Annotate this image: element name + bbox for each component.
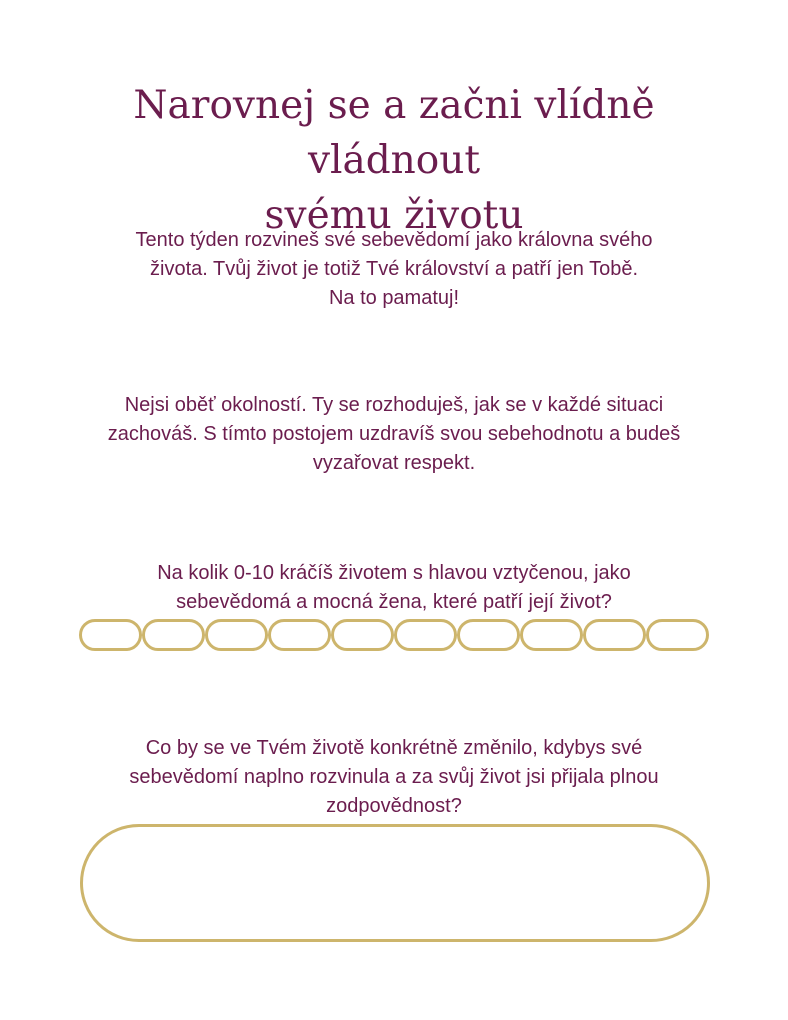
- rating-option[interactable]: [268, 619, 331, 651]
- rating-question-line-1: Na kolik 0-10 kráčíš životem s hlavou vztyčenou, jako: [157, 562, 631, 584]
- title-line-1: Narovnej se a začni vlídně vládnout: [133, 83, 655, 183]
- intro-line-1: Tento týden rozvineš své sebevědomí jako královna svého: [135, 229, 653, 251]
- rating-option[interactable]: [583, 619, 646, 651]
- rating-option[interactable]: [394, 619, 457, 651]
- rating-option[interactable]: [520, 619, 583, 651]
- rating-option[interactable]: [79, 619, 142, 651]
- reflection-question: [70, 734, 718, 821]
- intro-line-3: Na to pamatuj!: [328, 287, 460, 309]
- statement-line-1: Nejsi oběť okolností. Ty se rozhoduješ, jak se v každé situaci: [124, 394, 664, 416]
- page-title: [60, 78, 728, 243]
- rating-option[interactable]: [646, 619, 709, 651]
- reflection-question-line-3: zodpovědnost?: [326, 795, 462, 817]
- statement-paragraph: [70, 391, 718, 478]
- rating-question-line-2: sebevědomá a mocná žena, které patří její život?: [176, 591, 612, 613]
- reflection-question-line-1: Co by se ve Tvém životě konkrétně změnilo, kdybys své: [145, 737, 643, 759]
- rating-scale: [79, 619, 709, 649]
- intro-paragraph: [70, 226, 718, 313]
- statement-line-2: zachováš. S tímto postojem uzdravíš svou sebehodnotu a budeš: [107, 423, 681, 445]
- reflection-answer-field[interactable]: [80, 824, 710, 942]
- reflection-question-line-2: sebevědomí naplno rozvinula a za svůj život jsi přijala plnou: [129, 766, 659, 788]
- rating-option[interactable]: [205, 619, 268, 651]
- rating-question: [70, 559, 718, 617]
- rating-option[interactable]: [457, 619, 520, 651]
- statement-line-3: vyzařovat respekt.: [312, 452, 476, 474]
- rating-option[interactable]: [142, 619, 205, 651]
- intro-line-2: života. Tvůj život je totiž Tvé království a patří jen Tobě.: [150, 258, 638, 280]
- rating-option[interactable]: [331, 619, 394, 651]
- title-line-2: svému životu: [264, 193, 524, 238]
